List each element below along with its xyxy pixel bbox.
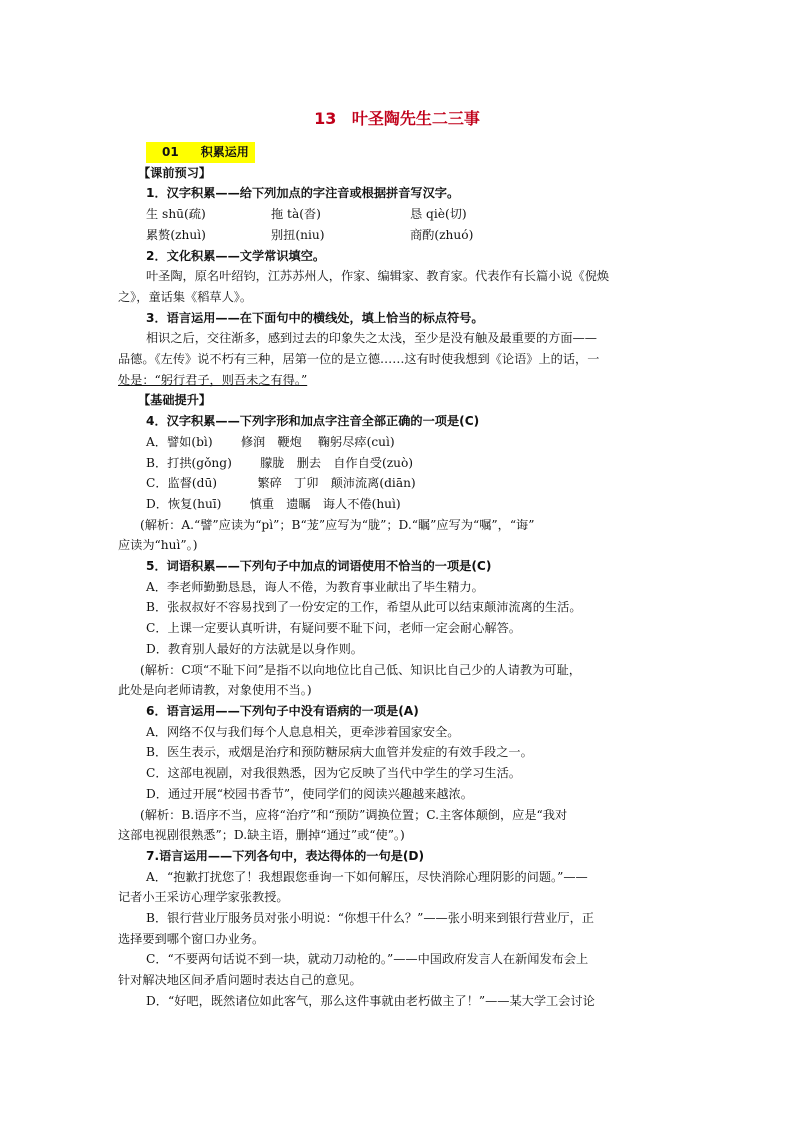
q1-item: 商酌(zhuó) [410, 227, 474, 242]
q1-item: 恳 qiè(切) [410, 207, 467, 222]
question-3-body: 相识之后，交往渐多，感到过去的印象失之太浅，至少是没有触及最重要的方面—— [146, 331, 597, 346]
q4-option-a: A．譬如(bì) 修润 鞭炮 鞠躬尽瘁(cuì) [146, 434, 395, 449]
question-3-body: 品德。《左传》说不朽有三种，居第一位的是立德……这有时使我想到《论语》上的话，一 [118, 352, 600, 367]
q7-option-a: 记者小王采访心理学家张教授。 [118, 890, 289, 905]
q4-option-b: B．打拱(gǒng) 朦胧 删去 自作自受(zuò) [146, 455, 414, 470]
question-2: 2．文化积累——文学常识填空。 [146, 248, 326, 263]
question-6: 6．语言运用——下列句子中没有语病的一项是(A) [146, 703, 419, 718]
q7-option-b: B．银行营业厅服务员对张小明说：“你想干什么？”——张小明来到银行营业厅，正 [146, 911, 594, 926]
question-5: 5．词语积累——下列句子中加点的词语使用不恰当的一项是(C) [146, 559, 492, 574]
question-2-body: 叶圣陶，原名叶绍钧，江苏苏州人，作家、编辑家、教育家。代表作有长篇小说《倪焕 [146, 269, 610, 284]
question-4: 4．汉字积累——下列字形和加点字注音全部正确的一项是(C) [146, 414, 480, 429]
question-1: 1．汉字积累——给下列加点的字注音或根据拼音写汉字。 [146, 186, 460, 201]
question-3: 3．语言运用——在下面句中的横线处，填上恰当的标点符号。 [146, 310, 484, 325]
q6-option-a: A．网络不仅与我们每个人息息相关，更牵涉着国家安全。 [146, 724, 460, 739]
q5-analysis: (解析：C项“不耻下问”是指不以向地位比自己低、知识比自己少的人请教为可耻， [140, 662, 581, 677]
question-7: 7.语言运用——下列各句中，表达得体的一句是(D) [146, 848, 425, 863]
basic-header: 【基础提升】 [138, 393, 212, 408]
page-title [0, 106, 794, 129]
section-banner [146, 142, 255, 163]
question-1-items-row1 [118, 204, 676, 225]
section-number: 01 [162, 145, 179, 159]
q1-item: 累赘(zhuì) [146, 227, 206, 242]
section-label: 积累运用 [200, 145, 249, 159]
lesson-title: 叶圣陶先生二三事 [351, 109, 480, 128]
q5-option-b: B．张叔叔好不容易找到了一份安定的工作，希望从此可以结束颠沛流离的生活。 [146, 600, 582, 615]
q6-option-b: B．医生表示，戒烟是治疗和预防糖尿病大血管并发症的有效手段之一。 [146, 745, 533, 760]
question-3-body: 处是：“躬行君子，则吾未之有得。” [118, 372, 308, 387]
q1-item: 别扭(niu) [271, 227, 325, 242]
q7-option-c: 针对解决地区间矛盾问题时表达自己的意见。 [118, 973, 362, 988]
q4-analysis: (解析：A.“譬”应读为“pì”；B“茏”应写为“胧”；D.“瞩”应写为“嘱”，“诲” [140, 517, 535, 532]
question-2-body: 之》，童话集《稻草人》。 [118, 289, 253, 304]
q7-option-a: A．“抱歉打扰您了！我想跟您垂询一下如何解压，尽快消除心理阴影的问题。”—— [146, 869, 588, 884]
question-1-items-row2 [118, 225, 676, 246]
q5-option-c: C．上课一定要认真听讲，有疑问要不耻下问，老师一定会耐心解答。 [146, 621, 521, 636]
q1-item: 生 shū(疏) [146, 207, 206, 222]
q7-option-c: C．“不要两句话说不到一块，就动刀动枪的。”——中国政府发言人在新闻发布会上 [146, 952, 589, 967]
q6-analysis: (解析：B.语序不当，应将“治疗”和“预防”调换位置；C.主客体颠倒，应是“我对 [140, 807, 568, 822]
lesson-number: 13 [314, 109, 337, 128]
q5-option-d: D．教育别人最好的方法就是以身作则。 [146, 641, 363, 656]
q6-analysis: 这部电视剧很熟悉”；D.缺主语，删掉“通过”或“使”。) [118, 828, 405, 843]
q4-option-c: C．监督(dū) 繁碎 丁卯 颠沛流离(diān) [146, 476, 416, 491]
q6-option-d: D．通过开展“校园书香节”，使同学们的阅读兴趣越来越浓。 [146, 786, 473, 801]
q1-item: 拖 tà(沓) [271, 207, 321, 222]
preview-header: 【课前预习】 [138, 165, 212, 180]
q5-analysis: 此处是向老师请教，对象使用不当。) [118, 683, 312, 698]
worksheet-content [118, 140, 676, 1012]
q4-analysis: 应读为“huì”。) [118, 538, 198, 553]
q4-option-d: D．恢复(huī) 慎重 遗瞩 诲人不倦(huì) [146, 496, 401, 511]
q7-option-d: D．“好吧，既然诸位如此客气，那么这件事就由老朽做主了！”——某大学工会讨论 [146, 993, 595, 1008]
q6-option-c: C．这部电视剧，对我很熟悉，因为它反映了当代中学生的学习生活。 [146, 766, 521, 781]
q7-option-b: 选择要到哪个窗口办业务。 [118, 931, 265, 946]
q5-option-a: A．李老师勤勤恳恳，诲人不倦，为教育事业献出了毕生精力。 [146, 579, 484, 594]
